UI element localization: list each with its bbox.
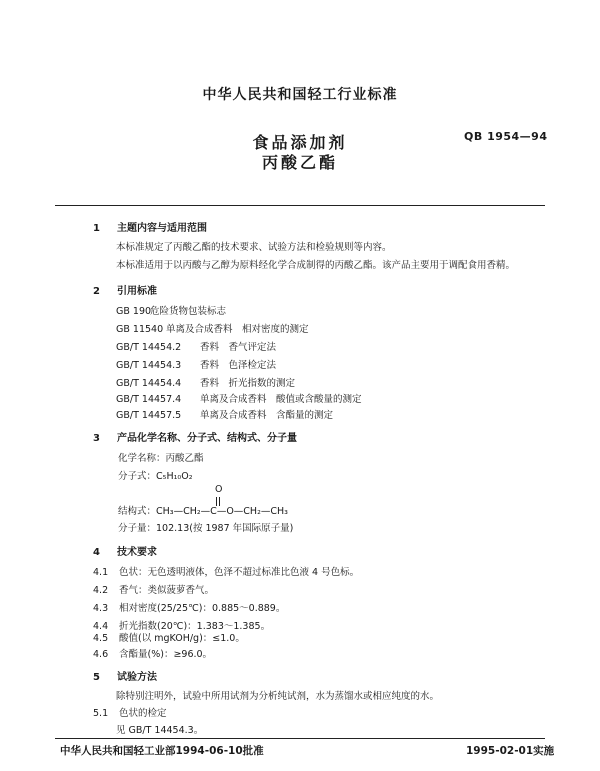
requirement-text: 相对密度(25/25℃)：0.885～0.889。 <box>119 603 286 614</box>
reference-title: 香料 香气评定法 <box>200 342 277 353</box>
requirement-number: 4.2 <box>93 585 109 596</box>
section4-title: 技术要求 <box>117 547 157 558</box>
approval-line: 中华人民共和国轻工业部1994-06-10批准 <box>60 745 264 757</box>
requirement-number: 4.1 <box>93 567 109 578</box>
section3-number: 3 <box>93 433 100 444</box>
structure-row <box>118 503 288 517</box>
structure-label: 结构式： <box>118 506 157 517</box>
reference-item <box>116 321 309 335</box>
requirement-text: 酸值(以 mgKOH/g)：≤1.0。 <box>119 633 245 644</box>
reference-code: GB/T 14457.4 <box>116 394 182 405</box>
reference-item <box>116 407 333 421</box>
reference-title: 单离及合成香料 相对密度的测定 <box>166 324 309 335</box>
reference-code: GB/T 14457.5 <box>116 410 182 421</box>
section1-para1: 本标准规定了丙酸乙酯的技术要求、试验方法和检验规则等内容。 <box>116 242 392 253</box>
subsection-5-1-heading <box>93 705 167 719</box>
subsection-number: 5.1 <box>93 708 109 719</box>
requirement-text: 含酯量(%)：≥96.0。 <box>119 649 213 660</box>
reference-item <box>116 375 295 389</box>
reference-code: GB 11540 <box>116 324 164 335</box>
requirement-item <box>93 600 285 614</box>
reference-item <box>116 339 276 353</box>
requirement-text: 折光指数(20℃)：1.383～1.385。 <box>119 621 271 632</box>
requirement-item <box>93 630 245 644</box>
requirement-number: 4.3 <box>93 603 109 614</box>
implementation-date: 1995-02-01实施 <box>466 745 555 757</box>
reference-code: GB/T 14454.2 <box>116 342 182 353</box>
molecular-formula: C₅H₁₀O₂ <box>156 471 193 482</box>
subsection-text: 见 GB/T 14454.3。 <box>116 725 204 736</box>
molecular-formula-row <box>118 468 193 482</box>
structural-formula: CH₃—CH₂—C—O—CH₂—CH₃ <box>156 506 288 517</box>
section4-number: 4 <box>93 547 100 558</box>
section1-number: 1 <box>93 223 100 234</box>
reference-code: GB/T 14454.3 <box>116 360 182 371</box>
carbonyl-oxygen: O <box>215 484 223 495</box>
reference-title: 危险货物包装标志 <box>150 306 227 317</box>
molecular-weight: 分子量：102.13(按 1987 年国际原子量) <box>118 523 294 534</box>
section5-title: 试验方法 <box>117 672 157 683</box>
requirement-text: 色状：无色透明液体，色泽不超过标准比色液 4 号色标。 <box>119 567 360 578</box>
molecular-formula-label: 分子式： <box>118 471 157 482</box>
header-divider <box>55 205 545 206</box>
reference-item <box>116 391 362 405</box>
standard-title-line1: 食品添加剂 <box>252 133 348 152</box>
requirement-text: 香气：类似菠萝香气。 <box>119 585 215 596</box>
industry-standard-title: 中华人民共和国轻工行业标准 <box>202 87 398 103</box>
standard-number: QB 1954—94 <box>464 130 548 143</box>
section1-para2: 本标准适用于以丙酸与乙醇为原料经化学合成制得的丙酸乙酯。该产品主要用于调配食用香精。 <box>116 260 516 271</box>
section1-title: 主题内容与适用范围 <box>117 223 207 234</box>
footer-divider <box>55 738 545 739</box>
section5-para: 除特别注明外，试验中所用试剂为分析纯试剂，水为蒸馏水或相应纯度的水。 <box>116 691 440 702</box>
reference-title: 香料 色泽检定法 <box>200 360 277 371</box>
section5-number: 5 <box>93 672 100 683</box>
section2-heading <box>93 282 157 297</box>
requirement-item <box>93 582 214 596</box>
reference-item <box>116 357 276 371</box>
reference-code: GB 190 <box>116 306 152 317</box>
section3-title: 产品化学名称、分子式、结构式、分子量 <box>117 433 297 444</box>
subsection-title: 色状的检定 <box>119 708 167 719</box>
section2-title: 引用标准 <box>117 286 157 297</box>
section2-number: 2 <box>93 286 100 297</box>
requirement-item <box>93 564 359 578</box>
reference-item <box>116 303 226 317</box>
reference-title: 香料 折光指数的测定 <box>200 378 296 389</box>
section3-heading <box>93 429 297 444</box>
requirement-number: 4.5 <box>93 633 109 644</box>
section1-heading <box>93 219 207 234</box>
requirement-item <box>93 646 212 660</box>
section4-heading <box>93 543 157 558</box>
requirement-number: 4.4 <box>93 621 109 632</box>
reference-title: 单离及合成香料 含酯量的测定 <box>200 410 334 421</box>
reference-title: 单离及合成香料 酸值或含酸量的测定 <box>200 394 362 405</box>
chemical-name: 化学名称：丙酸乙酯 <box>118 453 204 464</box>
section5-heading <box>93 668 157 683</box>
reference-code: GB/T 14454.4 <box>116 378 182 389</box>
standard-title-line2: 丙酸乙酯 <box>261 153 338 172</box>
requirement-number: 4.6 <box>93 649 109 660</box>
